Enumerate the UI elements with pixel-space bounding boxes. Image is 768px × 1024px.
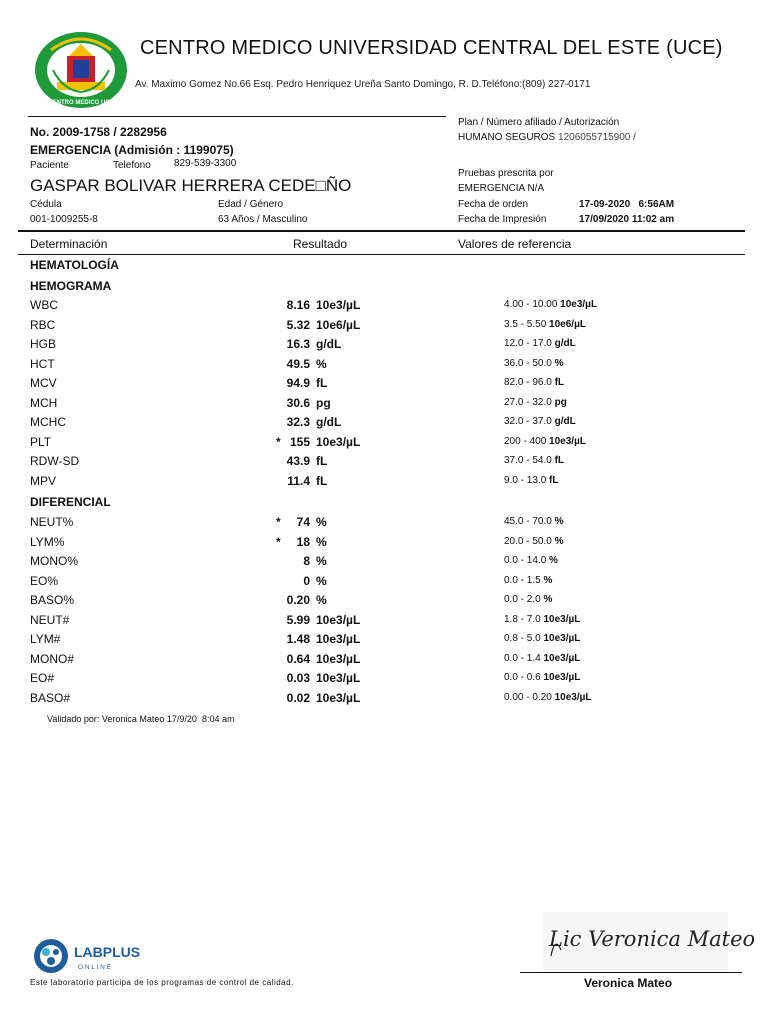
reference-values: 82.0 - 96.0 <box>504 377 552 388</box>
result-row <box>0 454 768 473</box>
orden-label: Fecha de orden <box>458 199 529 210</box>
pruebas-label: Pruebas prescrita por <box>458 168 554 179</box>
reference-unit: 10e3/µL <box>543 633 581 644</box>
result-unit: fL <box>316 376 328 390</box>
reference-range <box>504 338 576 349</box>
result-unit: pg <box>316 395 331 410</box>
reference-range <box>504 555 558 566</box>
result-unit: 10e3/µL <box>316 612 361 627</box>
reference-range <box>504 633 580 644</box>
result-value: 5.99 <box>286 612 310 627</box>
reference-range <box>504 397 567 408</box>
test-name: MPV <box>30 473 57 488</box>
section-hematologia: HEMATOLOGÍA <box>30 258 119 272</box>
reference-values: 1.8 - 7.0 <box>504 613 541 625</box>
abnormal-flag: * <box>276 434 281 449</box>
plan-label: Plan / Número afiliado / Autorización <box>458 117 620 128</box>
test-name: RBC <box>30 317 56 332</box>
plan-number: 1206055715900 / <box>558 132 636 143</box>
result-row <box>0 652 768 671</box>
test-name: LYM# <box>30 632 61 646</box>
reference-unit: 10e3/µL <box>543 613 581 625</box>
reference-unit: fL <box>554 455 565 466</box>
reference-values: 4.00 - 10.00 <box>504 299 558 310</box>
reference-unit: g/dL <box>554 338 576 349</box>
reference-values: 0.0 - 1.4 <box>504 652 541 664</box>
result-unit: % <box>316 573 327 588</box>
reference-values: 36.0 - 50.0 <box>504 357 552 369</box>
edad-value: 63 Años / Masculino <box>218 214 308 225</box>
reference-values: 32.0 - 37.0 <box>504 416 552 427</box>
institution-title: CENTRO MEDICO UNIVERSIDAD CENTRAL DEL ESTE (UCE) <box>140 37 723 59</box>
result-unit: 10e3/µL <box>316 434 361 449</box>
signer-name: Veronica Mateo <box>584 976 673 990</box>
abnormal-flag: * <box>276 515 281 529</box>
test-name: PLT <box>30 434 52 449</box>
cedula-value: 001-1009255-8 <box>30 214 98 225</box>
test-name: NEUT# <box>30 612 70 627</box>
result-row <box>0 298 768 317</box>
reference-range <box>504 692 592 703</box>
reference-range <box>504 594 552 605</box>
uce-logo <box>33 30 129 110</box>
labplus-subtext: O N L I N E <box>78 964 111 971</box>
test-name: MONO# <box>30 651 75 666</box>
reference-unit: 10e3/µL <box>554 691 592 703</box>
test-name: RDW-SD <box>30 454 80 468</box>
result-row <box>0 318 768 337</box>
reference-range <box>504 614 580 625</box>
reference-unit: % <box>554 535 564 547</box>
abnormal-flag: * <box>276 534 281 549</box>
result-unit: g/dL <box>316 415 342 429</box>
result-value: 16.3 <box>286 337 310 351</box>
reference-unit: % <box>543 574 553 586</box>
pruebas-value: EMERGENCIA N/A <box>458 183 545 194</box>
cedula-label: Cédula <box>30 199 62 210</box>
result-row <box>0 535 768 554</box>
reference-range <box>504 653 580 664</box>
reference-range <box>504 319 586 330</box>
result-value: 0.20 <box>286 593 310 607</box>
plan-insurer: HUMANO SEGUROS <box>458 132 556 143</box>
reference-unit: % <box>554 357 564 369</box>
reference-values: 0.00 - 0.20 <box>504 691 552 703</box>
result-value: 8 <box>303 554 310 568</box>
reference-unit: 10e3/µL <box>543 652 581 664</box>
reference-range <box>504 516 564 527</box>
impresion-value: 17/09/2020 11:02 am <box>579 214 675 225</box>
result-row <box>0 396 768 415</box>
col-valores: Valores de referencia <box>458 237 572 251</box>
test-name: HGB <box>30 337 57 351</box>
reference-range <box>504 575 552 586</box>
result-value: 30.6 <box>286 395 310 410</box>
reference-range <box>504 358 564 369</box>
reference-unit: 10e3/µL <box>560 299 598 310</box>
result-value: 32.3 <box>286 415 310 429</box>
signature-image <box>543 912 756 970</box>
result-value: 1.48 <box>286 632 310 646</box>
result-unit: % <box>316 356 327 371</box>
result-unit: 10e3/µL <box>316 671 361 685</box>
col-determinacion: Determinación <box>30 237 108 251</box>
result-row <box>0 671 768 690</box>
result-row <box>0 376 768 395</box>
orden-value: 17-09-2020 6:56AM <box>579 199 675 210</box>
impresion-label: Fecha de Impresión <box>458 214 547 225</box>
reference-unit: % <box>549 555 558 566</box>
reference-values: 37.0 - 54.0 <box>504 455 552 466</box>
institution-address: Av. Maximo Gomez No.66 Esq. Pedro Henriquez Ureña Santo Domingo, R. D.Teléfono:(809) 227-0171 <box>135 79 591 90</box>
test-name: EO% <box>30 573 59 588</box>
order-number: No. 2009-1758 / 2282956 <box>30 125 167 139</box>
test-name: BASO# <box>30 690 71 705</box>
result-unit: % <box>316 515 327 529</box>
result-unit: fL <box>316 454 328 468</box>
reference-values: 12.0 - 17.0 <box>504 338 552 349</box>
result-row <box>0 554 768 573</box>
test-name: MCHC <box>30 415 66 429</box>
reference-range <box>504 377 564 388</box>
reference-range <box>504 416 576 427</box>
labplus-logo <box>30 935 160 977</box>
result-unit: % <box>316 534 327 549</box>
admission: EMERGENCIA (Admisión : 1199075) <box>30 143 234 157</box>
result-row <box>0 435 768 454</box>
paciente-label: Paciente <box>30 160 69 171</box>
reference-range <box>504 299 597 310</box>
edad-label: Edad / Género <box>218 199 284 210</box>
telefono-label: Telefono <box>113 160 151 171</box>
reference-values: 27.0 - 32.0 <box>504 396 552 408</box>
result-unit: g/dL <box>316 337 342 351</box>
reference-unit: 10e3/µL <box>549 435 586 447</box>
table-header-rule <box>18 254 745 255</box>
table-top-rule <box>18 230 745 232</box>
result-unit: % <box>316 593 327 607</box>
test-name: EO# <box>30 671 55 685</box>
reference-values: 0.0 - 2.0 <box>504 594 541 605</box>
result-unit: 10e3/µL <box>316 651 361 666</box>
section-diferencial: DIFERENCIAL <box>30 495 111 509</box>
test-name: MONO% <box>30 554 78 568</box>
signature-handwriting: Lic Veronica Mateo <box>549 927 756 951</box>
result-value: 49.5 <box>286 356 310 371</box>
result-row <box>0 515 768 534</box>
reference-range <box>504 475 559 486</box>
reference-values: 20.0 - 50.0 <box>504 535 552 547</box>
result-unit: 10e3/µL <box>316 690 361 705</box>
result-value: 0.03 <box>286 671 310 685</box>
result-row <box>0 415 768 434</box>
validated-by: Validado por: Veronica Mateo 17/9/20 8:04 am <box>47 714 235 724</box>
reference-values: 200 - 400 <box>504 435 547 447</box>
test-name: HCT <box>30 356 55 371</box>
logo-text: CENTRO MEDICO UCE <box>48 100 114 106</box>
reference-values: 3.5 - 5.50 <box>504 318 547 330</box>
result-value: 18 <box>296 534 310 549</box>
reference-unit: 10e6/µL <box>549 318 586 330</box>
result-row <box>0 574 768 593</box>
result-row <box>0 613 768 632</box>
result-value: 8.16 <box>286 298 310 312</box>
result-value: 11.4 <box>287 473 310 488</box>
result-unit: 10e3/µL <box>316 632 361 646</box>
signature-line <box>520 972 742 973</box>
reference-range <box>504 455 564 466</box>
reference-range <box>504 436 586 447</box>
header-divider-left <box>28 116 446 117</box>
result-row <box>0 593 768 612</box>
result-value: 0.64 <box>286 651 310 666</box>
test-name: MCH <box>30 395 58 410</box>
reference-unit: 10e3/µL <box>543 672 581 683</box>
plan-value <box>458 132 636 143</box>
result-unit: fL <box>316 473 328 488</box>
reference-values: 0.0 - 14.0 <box>504 555 547 566</box>
test-name: MCV <box>30 376 57 390</box>
reference-values: 0.0 - 0.6 <box>504 672 541 683</box>
reference-range <box>504 536 564 547</box>
result-row <box>0 474 768 493</box>
result-value: 155 <box>289 434 310 449</box>
patient-name: GASPAR BOLIVAR HERRERA CEDE□ÑO <box>30 176 352 195</box>
reference-range <box>504 672 580 683</box>
reference-unit: g/dL <box>554 416 576 427</box>
reference-values: 45.0 - 70.0 <box>504 516 552 527</box>
result-value: 5.32 <box>286 317 310 332</box>
result-row <box>0 632 768 651</box>
result-row <box>0 337 768 356</box>
test-name: NEUT% <box>30 515 74 529</box>
reference-values: 0.0 - 1.5 <box>504 574 541 586</box>
labplus-text: LABPLUS <box>74 944 141 960</box>
result-value: 43.9 <box>286 454 310 468</box>
result-unit: % <box>316 554 327 568</box>
reference-unit: fL <box>549 474 559 486</box>
reference-unit: fL <box>554 377 565 388</box>
reference-unit: % <box>554 516 564 527</box>
reference-unit: pg <box>554 396 567 408</box>
col-resultado: Resultado <box>293 237 348 251</box>
test-name: WBC <box>30 298 58 312</box>
test-name: BASO% <box>30 593 75 607</box>
reference-unit: % <box>543 594 553 605</box>
result-row <box>0 691 768 710</box>
quality-note: Este laboratorio participa de los programas de control de calidad. <box>30 978 294 987</box>
result-value: 0.02 <box>286 690 310 705</box>
result-value: 0 <box>303 573 310 588</box>
result-value: 94.9 <box>286 376 310 390</box>
section-hemograma: HEMOGRAMA <box>30 279 112 293</box>
result-unit: 10e6/µL <box>316 317 361 332</box>
reference-values: 9.0 - 13.0 <box>504 474 547 486</box>
test-name: LYM% <box>30 534 65 549</box>
result-unit: 10e3/µL <box>316 298 361 312</box>
telefono-value: 829-539-3300 <box>174 158 237 169</box>
result-row <box>0 357 768 376</box>
result-value: 74 <box>296 515 310 529</box>
reference-values: 0.8 - 5.0 <box>504 633 541 644</box>
